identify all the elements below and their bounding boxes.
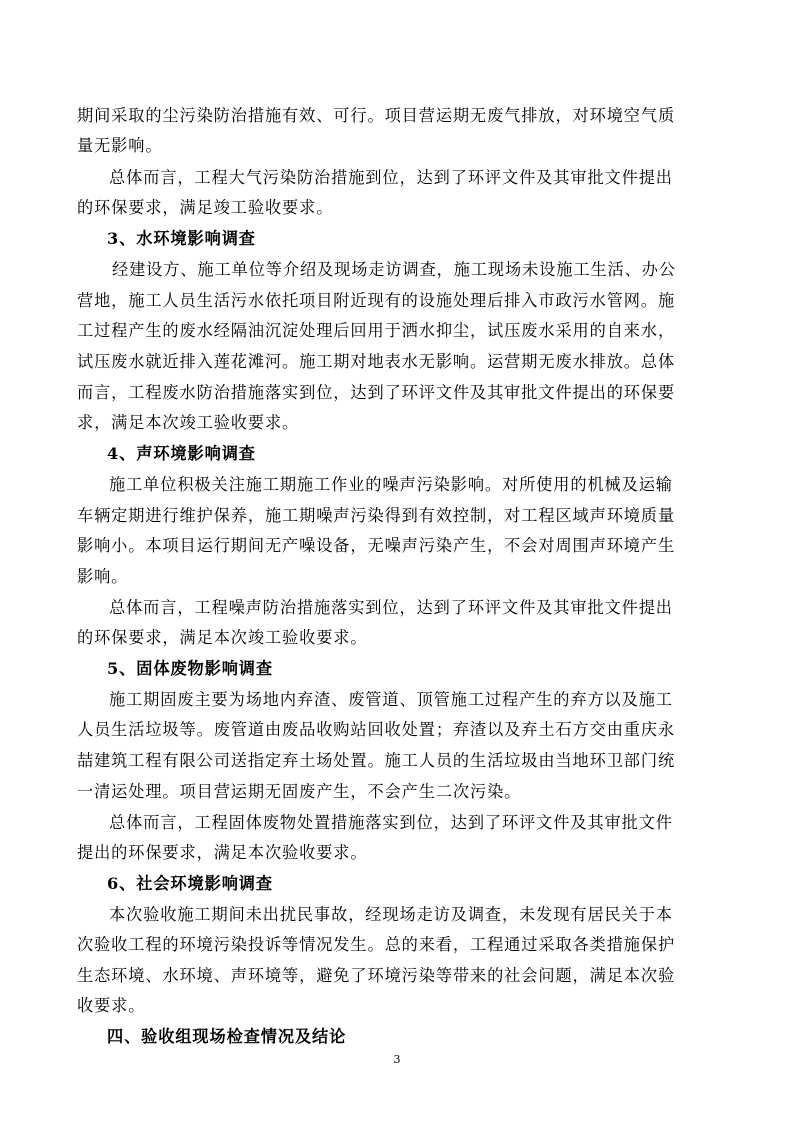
section-heading-inspection: 四、验收组现场检查情况及结论 <box>107 1027 347 1046</box>
section-heading-water: 3、水环境影响调查 <box>107 229 256 248</box>
body-text-line: 提出的环保要求，满足本次验收要求。 <box>77 843 368 862</box>
body-text-line: 经建设方、施工单位等介绍及现场走访调查，施工现场未设施工生活、办公 <box>112 260 676 279</box>
body-text-line: 本次验收施工期间未出扰民事故，经现场走访及调查，未发现有居民关于本 <box>109 905 673 924</box>
body-text-line: 喆建筑工程有限公司送指定弃土场处置。施工人员的生活垃圾由当地环卫部门统 <box>77 751 676 770</box>
body-text-line: 生态环境、水环境、声环境等，避免了环境污染等带来的社会问题，满足本次验 <box>77 966 676 985</box>
body-text-line: 工过程产生的废水经隔油沉淀处理后回用于洒水抑尘，试压废水采用的自来水， <box>77 321 676 340</box>
body-text-line: 收要求。 <box>77 996 146 1015</box>
body-text-line: 影响。 <box>77 567 129 586</box>
body-text-line: 次验收工程的环境污染投诉等情况发生。总的来看，工程通过采取各类措施保护 <box>77 935 676 954</box>
section-heading-noise: 4、声环境影响调查 <box>107 444 256 463</box>
body-text-line: 营地，施工人员生活污水依托项目附近现有的设施处理后排入市政污水管网。施 <box>77 291 676 310</box>
body-text-line: 试压废水就近排入莲花滩河。施工期对地表水无影响。运营期无废水排放。总体 <box>77 352 676 371</box>
body-text-line: 总体而言，工程噪声防治措施落实到位，达到了环评文件及其审批文件提出 <box>109 598 673 617</box>
body-text-line: 一清运处理。项目营运期无固废产生，不会产生二次污染。 <box>77 782 522 801</box>
body-text-line: 影响小。本项目运行期间无产噪设备，无噪声污染产生，不会对周围声环境产生 <box>77 536 676 555</box>
body-text-line: 期间采取的尘污染防治措施有效、可行。项目营运期无废气排放，对环境空气质 <box>77 106 676 125</box>
page-number: 3 <box>393 1053 401 1066</box>
body-text-line: 施工单位积极关注施工期施工作业的噪声污染影响。对所使用的机械及运输 <box>109 475 673 494</box>
body-text-line: 而言，工程废水防治措施落实到位，达到了环评文件及其审批文件提出的环保要 <box>77 383 676 402</box>
body-text-line: 车辆定期进行维护保养，施工期噪声污染得到有效控制，对工程区域声环境质量 <box>77 506 676 525</box>
body-text-line: 人员生活垃圾等。废管道由废品收购站回收处置；弃渣以及弃土石方交由重庆永 <box>77 720 676 739</box>
body-text-line: 求，满足本次竣工验收要求。 <box>77 413 300 432</box>
body-text-line: 总体而言，工程固体废物处置措施落实到位，达到了环评文件及其审批文件 <box>109 813 673 832</box>
body-text-line: 的环保要求，满足竣工验收要求。 <box>77 198 334 217</box>
section-heading-solid-waste: 5、固体废物影响调查 <box>107 659 273 678</box>
body-text-line: 总体而言，工程大气污染防治措施到位，达到了环评文件及其审批文件提出 <box>109 168 673 187</box>
section-heading-social: 6、社会环境影响调查 <box>107 874 273 893</box>
body-text-line: 的环保要求，满足本次竣工验收要求。 <box>77 628 368 647</box>
body-text-line: 量无影响。 <box>77 136 163 155</box>
body-text-line: 施工期固废主要为场地内弃渣、废管道、顶管施工过程产生的弃方以及施工 <box>109 690 673 709</box>
